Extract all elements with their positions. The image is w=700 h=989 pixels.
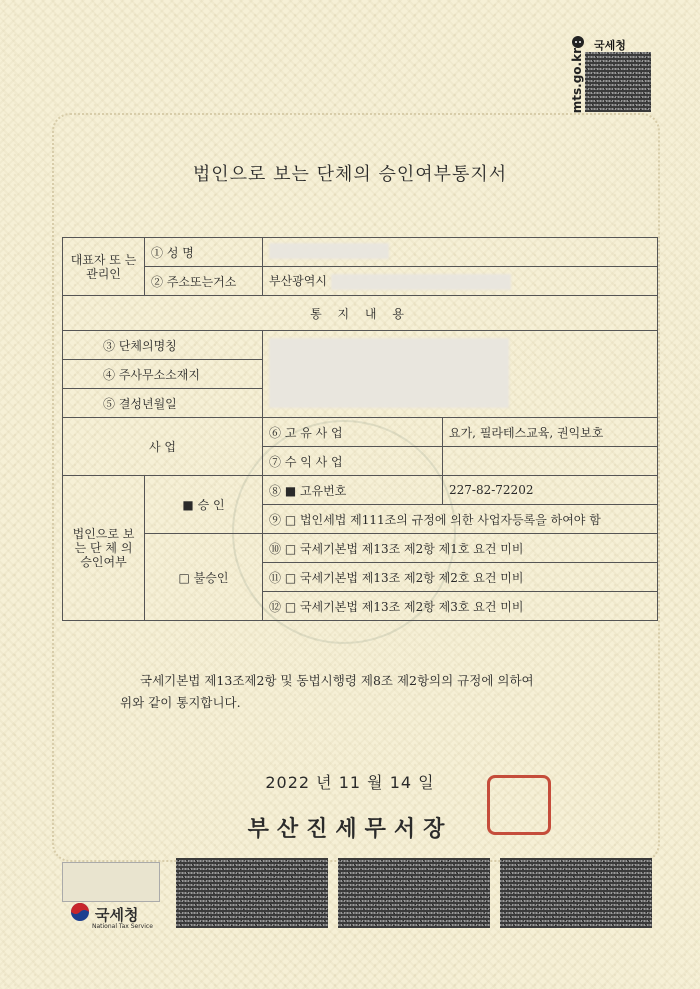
barcode-block [338, 858, 490, 928]
org-info-value [263, 331, 658, 418]
issue-date: 2022 년 11 월 14 일 [265, 773, 435, 792]
address-value: 부산광역시 [263, 267, 658, 296]
org-name-label: ③ 단체의명칭 [63, 331, 263, 360]
notice-line-2: 위와 같이 통지합니다. [120, 695, 241, 710]
approval-group-label: 법인으로 보 는 단 체 의 승인여부 [63, 476, 145, 621]
footer-brand: 국세청 [95, 906, 139, 924]
main-business-label: ⑥ 고 유 사 업 [263, 418, 443, 447]
representative-group-label: 대표자 또 는 관리인 [63, 238, 145, 296]
approval-item-label: ⑫ □ 국세기본법 제13조 제2항 제3호 요건 미비 [263, 592, 658, 621]
approval-item-label: ⑨ □ 법인세법 제111조의 규정에 의한 사업자등록을 하여야 함 [263, 505, 658, 534]
qr-code [585, 52, 651, 112]
approved-label: ■ 승 인 [145, 476, 263, 534]
business-group-label: 사 업 [63, 418, 263, 476]
profit-business-label: ⑦ 수 익 사 업 [263, 447, 443, 476]
barcode-block [176, 858, 328, 928]
official-seal [487, 775, 551, 835]
approval-item-label: ⑩ □ 국세기본법 제13조 제2항 제1호 요건 미비 [263, 534, 658, 563]
approval-item-label: ⑧ ■ 고유번호 [263, 476, 443, 505]
name-value [263, 238, 658, 267]
header-site: mts.go.kr [570, 48, 584, 114]
document-title: 법인으로 보는 단체의 승인여부통지서 [192, 164, 508, 185]
approval-item-value: 227-82-72202 [443, 476, 658, 505]
address-label: ② 주소또는거소 [145, 267, 263, 296]
section-title: 통 지 내 용 [63, 296, 658, 331]
approval-item-label: ⑪ □ 국세기본법 제13조 제2항 제2호 요건 미비 [263, 563, 658, 592]
tax-office-name: 부산진세무서장 [247, 817, 453, 842]
barcode-block [500, 858, 652, 928]
name-label: ① 성 명 [145, 238, 263, 267]
org-founded-label: ⑤ 결성년월일 [63, 389, 263, 418]
rejected-label: □ 불승인 [145, 534, 263, 621]
header-brand: 국세청 [594, 39, 626, 52]
nts-logo-icon [70, 902, 90, 922]
org-office-label: ④ 주사무소소재지 [63, 360, 263, 389]
notice-line-1: 국세기본법 제13조제2항 및 동법시행령 제8조 제2항의의 규정에 의하여 [140, 673, 534, 688]
notice-body [120, 670, 620, 714]
stamp-box [62, 862, 160, 902]
notice-form [62, 237, 658, 621]
main-business-value: 요가, 필라테스교육, 권익보호 [443, 418, 658, 447]
footer-brand-en: National Tax Service [92, 923, 153, 930]
profit-business-value [443, 447, 658, 476]
mascot-icon [569, 35, 587, 49]
